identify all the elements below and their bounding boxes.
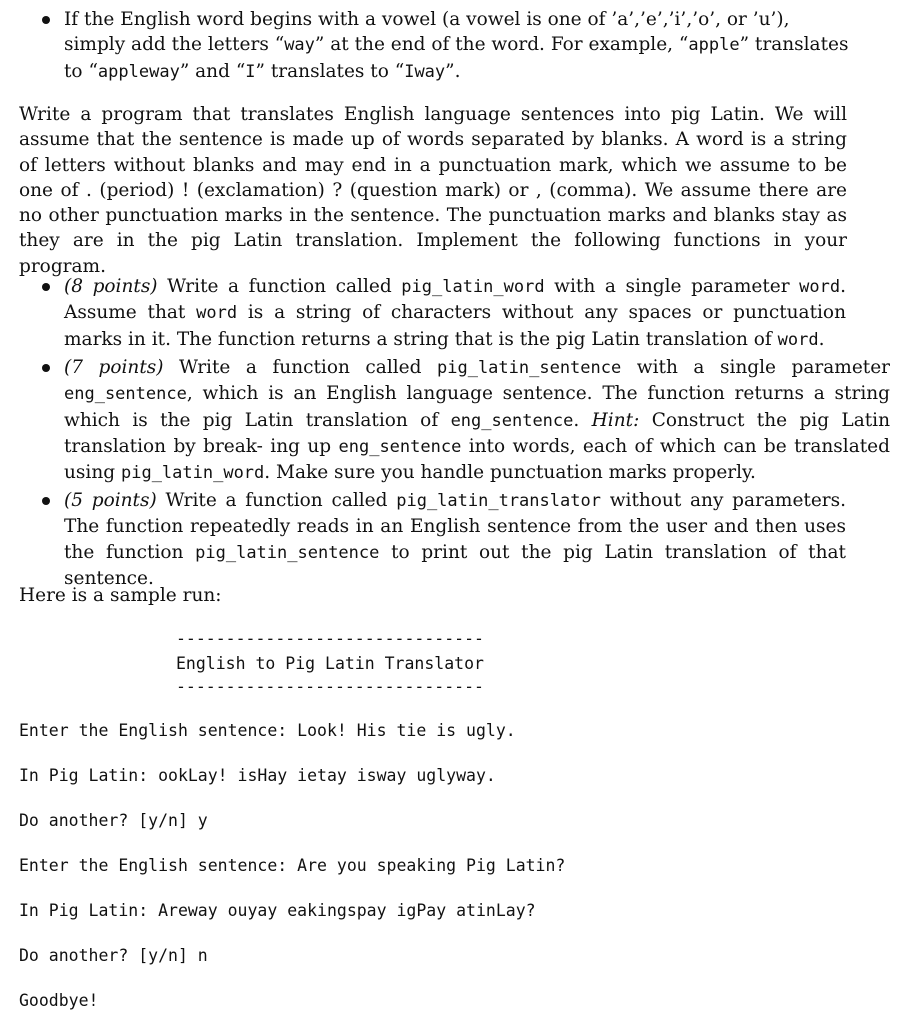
sample-run-line: Do another? [y/n] y [19,811,208,830]
param-name: word [799,277,841,297]
param-name: word [777,329,819,350]
task-text: . Assume that [64,276,846,324]
sample-run-label: Here is a sample run: [19,585,222,606]
vowel-rule-text: ” translates to “ [255,60,405,82]
sample-run-rule-bottom: ------------------------------- [176,677,484,696]
sample-run-line: Enter the English sentence: Are you speaking Pig Latin? [19,856,566,875]
task-text: , which is an English language sentence. The function returns a string which is the pig Latin translation of [64,383,890,431]
function-name: pig_latin_word [401,277,545,297]
task-text: is a string of characters without any spaces or punctuation marks in it. The function returns a string that is the pig Latin translation of [64,302,846,350]
task-pig-latin-sentence [64,355,890,486]
task-text: Write a function called [167,276,392,297]
task-text: . Make sure you handle punctuation marks properly. [264,462,756,484]
code-Iway: Iway [404,61,446,82]
param-name: eng_sentence [450,410,574,431]
sample-run-title: English to Pig Latin Translator [176,654,484,673]
function-name: pig_latin_sentence [195,542,380,563]
vowel-rule-text: ”. [445,60,461,82]
sample-run-line: In Pig Latin: ookLay! isHay ietay isway uglyway. [19,766,496,785]
vowel-rule-text: ” at the end of the word. For example, “ [314,34,689,56]
points-label: (5 points) [64,490,157,511]
bullet-icon [42,364,50,372]
intro-paragraph: Write a program that translates English language sentences into pig Latin. We will assume that the sentence is made up of words separated by blanks. A word is a string of letters without blanks and may end in a punctuation mark, which we assume to be one of . (period) ! (exclamation) ? (question mark) or , (comma). We assume there are no other punctuation marks in the sentence. The punctuation marks and blanks stay as they are in the pig Latin translation. Implement the following functions in your program. [19,104,847,277]
param-name: word [196,303,238,324]
bullet-icon [42,497,50,505]
code-appleway: appleway [97,61,180,82]
code-way: way [284,35,315,56]
function-name: pig_latin_word [120,463,265,484]
hint-label: Hint: [591,409,640,431]
task-text: Write a function called [179,357,422,378]
task-text: to print out the pig Latin translation of that sentence. [64,541,846,589]
bullet-icon [42,16,50,24]
task-text: with a single parameter [636,357,891,378]
sample-run-line: In Pig Latin: Areway ouyay eakingspay igPay atinLay? [19,901,536,920]
task-pig-latin-word [64,274,846,353]
vowel-rule-text: ” translates to “ [64,34,849,82]
param-name: eng_sentence [64,384,187,405]
sample-run-rule-top: ------------------------------- [176,629,484,648]
task-text: into words, each of which can be translated using [64,435,890,484]
function-name: pig_latin_translator [396,491,601,511]
task-text: with a single parameter [554,276,790,297]
function-name: pig_latin_sentence [437,358,622,378]
task-text: . [573,409,580,431]
bullet-icon [42,283,50,291]
sample-run-line: Goodbye! [19,991,99,1010]
task-pig-latin-translator [64,488,846,591]
points-label: (8 points) [64,276,158,297]
points-label: (7 points) [64,357,164,378]
task-text: Construct the pig Latin translation by break- ing up [64,409,891,457]
sample-run-line: Do another? [y/n] n [19,946,208,965]
task-text: without any parameters. The function repeatedly reads in an English sentence from the user and then uses the function [64,490,846,563]
vowel-rule-text: ” and “ [179,60,246,82]
task-text: . [818,328,825,350]
vowel-rule-item [64,7,849,85]
code-apple: apple [688,35,740,56]
sample-run-line: Enter the English sentence: Look! His tie is ugly. [19,721,516,740]
vowel-rule-text: If the English word begins with a vowel (a vowel is one of ’a’,’e’,’i’,’o’, or ’u’), simply add the letters “ [64,9,790,56]
code-I: I [245,61,256,82]
param-name: eng_sentence [338,436,462,457]
task-text: Write a function called [165,490,388,511]
